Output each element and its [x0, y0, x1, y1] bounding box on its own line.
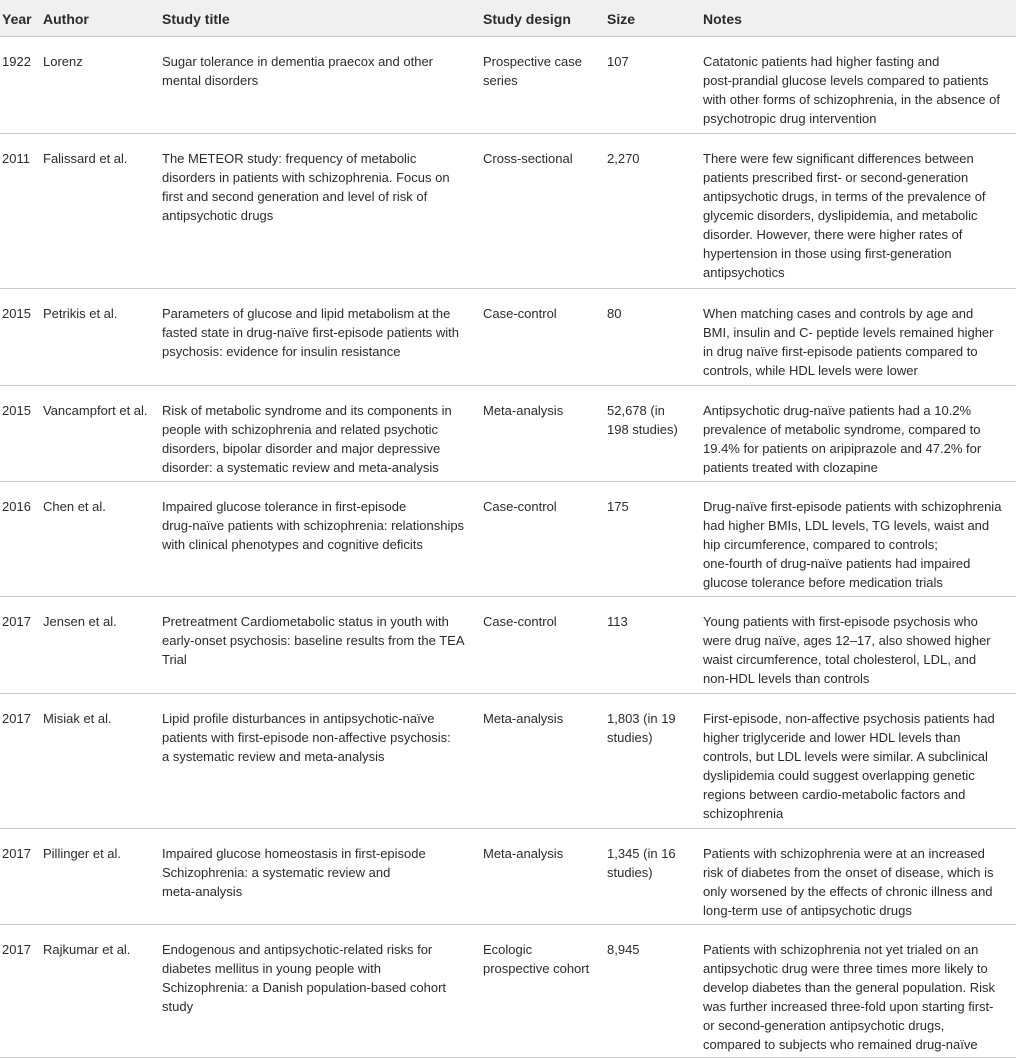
cell-study-design: Case-control [483, 499, 557, 514]
cell-size: 113 [607, 614, 628, 629]
cell-study-title: Lipid profile disturbances in antipsychotic-naïve patients with first-episode non-affective psychosis: a systematic review and meta-analysis [162, 711, 451, 764]
cell-notes: There were few significant differences between patients prescribed first- or second-generation antipsychotic drugs, in terms of the prevalence of glycemic disorders, dyslipidemia, and metabolic disorder. However, there were higher rates of hypertension in those using first-generation antipsychotics [703, 151, 986, 280]
cell-notes: Patients with schizophrenia not yet trialed on an antipsychotic drug were three times more likely to develop diabetes than the general population. Risk was further increased three-fold upon starting first- or second-generation antipsychotic drugs, compared to subjects who remained drug-naïve [703, 942, 995, 1052]
cell-study-design: Cross-sectional [483, 151, 573, 166]
cell-author: Pillinger et al. [43, 846, 122, 861]
cell-study-design: Ecologic prospective cohort [483, 942, 590, 976]
cell-size: 80 [607, 306, 622, 321]
cell-size: 1,345 (in 16 studies) [607, 846, 676, 880]
cell-year: 1922 [2, 54, 31, 69]
cell-study-title: Sugar tolerance in dementia praecox and other mental disorders [162, 54, 434, 88]
cell-year: 2017 [2, 942, 31, 957]
header-size: Size [607, 11, 636, 27]
cell-size: 175 [607, 499, 629, 514]
cell-study-title: Impaired glucose tolerance in first-episode drug-naïve patients with schizophrenia: relationships with clinical phenotypes and cognitive deficits [162, 499, 465, 552]
cell-year: 2016 [2, 499, 31, 514]
table-row [0, 482, 1016, 597]
cell-notes: Patients with schizophrenia were at an increased risk of diabetes from the onset of disease, which is only worsened by the effects of chronic illness and long-term use of antipsychotic drugs [703, 846, 994, 918]
header-study-design: Study design [483, 11, 571, 27]
cell-notes: Antipsychotic drug-naïve patients had a 10.2% prevalence of metabolic syndrome, compared to 19.4% for patients on aripiprazole and 47.2% for patients treated with clozapine [703, 403, 982, 475]
table-row [0, 829, 1016, 925]
cell-study-title: Parameters of glucose and lipid metabolism at the fasted state in drug-naïve first-episode patients with psychosis: evidence for insulin resistance [162, 306, 459, 359]
cell-study-title: Impaired glucose homeostasis in first-episode Schizophrenia: a systematic review and meta-analysis [162, 846, 426, 899]
cell-year: 2017 [2, 711, 31, 726]
cell-study-design: Prospective case series [483, 54, 582, 88]
cell-size: 1,803 (in 19 studies) [607, 711, 676, 745]
cell-study-design: Case-control [483, 614, 557, 629]
table-row [0, 37, 1016, 134]
header-author: Author [43, 11, 89, 27]
cell-study-title: Endogenous and antipsychotic-related risks for diabetes mellitus in young people with Schizophrenia: a Danish population-based cohort study [162, 942, 447, 1014]
cell-author: Vancampfort et al. [43, 403, 148, 418]
cell-study-title: Pretreatment Cardiometabolic status in youth with early-onset psychosis: baseline results from the TEA Trial [162, 614, 465, 667]
cell-study-title: The METEOR study: frequency of metabolic disorders in patients with schizophrenia. Focus on first and second generation and level of risk of antipsychotic drugs [162, 151, 450, 223]
cell-author: Lorenz [43, 54, 83, 69]
header-study-title: Study title [162, 11, 230, 27]
cell-size: 8,945 [607, 942, 640, 957]
cell-author: Falissard et al. [43, 151, 128, 166]
cell-notes: First-episode, non-affective psychosis patients had higher triglyceride and lower HDL levels than controls, but LDL levels were similar. A subclinical dyslipidemia could suggest overlapping genetic regions between cardio-metabolic factors and schizophrenia [703, 711, 995, 821]
cell-study-design: Meta-analysis [483, 846, 564, 861]
cell-notes: Catatonic patients had higher fasting and post-prandial glucose levels compared to patients with other forms of schizophrenia, in the absence of psychotropic drug intervention [703, 54, 1000, 126]
cell-author: Rajkumar et al. [43, 942, 131, 957]
cell-year: 2011 [2, 151, 30, 166]
table-row [0, 134, 1016, 289]
table-header [0, 0, 1016, 37]
cell-study-design: Meta-analysis [483, 403, 564, 418]
header-notes: Notes [703, 11, 742, 27]
cell-study-title: Risk of metabolic syndrome and its components in people with schizophrenia and related psychotic disorders, bipolar disorder and major depressive disorder: a systematic review and meta-analysis [162, 403, 452, 475]
table-row [0, 386, 1016, 482]
cell-size: 107 [607, 54, 629, 69]
cell-size: 52,678 (in 198 studies) [607, 403, 678, 437]
cell-author: Jensen et al. [43, 614, 117, 629]
cell-year: 2017 [2, 614, 31, 629]
header-year: Year [2, 11, 32, 27]
table-row [0, 289, 1016, 386]
table-row [0, 597, 1016, 694]
cell-year: 2015 [2, 306, 31, 321]
cell-year: 2015 [2, 403, 31, 418]
cell-size: 2,270 [607, 151, 640, 166]
table-row [0, 694, 1016, 829]
cell-author: Misiak et al. [43, 711, 112, 726]
cell-study-design: Case-control [483, 306, 557, 321]
cell-study-design: Meta-analysis [483, 711, 564, 726]
cell-author: Chen et al. [43, 499, 106, 514]
cell-notes: When matching cases and controls by age and BMI, insulin and C- peptide levels remained higher in drug naïve first-episode patients compared to controls, while HDL levels were lower [703, 306, 994, 378]
cell-year: 2017 [2, 846, 31, 861]
table-row [0, 925, 1016, 1058]
cell-notes: Young patients with first-episode psychosis who were drug naïve, ages 12–17, also showed higher waist circumference, total cholesterol, LDL, and non-HDL levels than controls [703, 614, 991, 686]
cell-notes: Drug-naïve first-episode patients with schizophrenia had higher BMIs, LDL levels, TG levels, waist and hip circumference, compared to controls; one-fourth of drug-naïve patients had impaired glucose tolerance before medication trials [703, 499, 1002, 590]
cell-author: Petrikis et al. [43, 306, 118, 321]
